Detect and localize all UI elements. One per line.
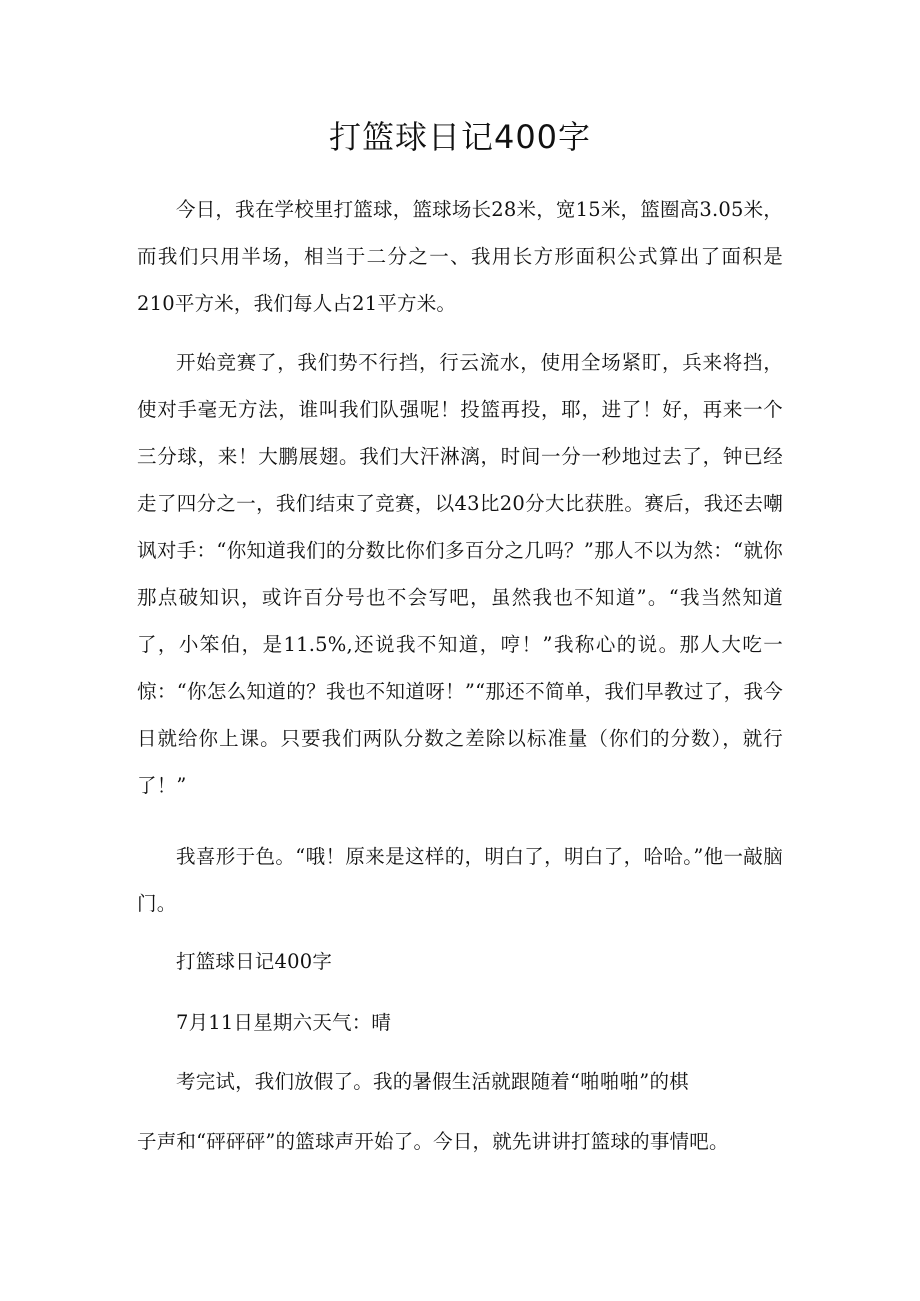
subtitle-block bbox=[137, 938, 783, 985]
paragraph-2-block bbox=[137, 339, 783, 809]
paragraph-6: 考完试，我们放假了。我的暑假生活就跟随着“啪啪啪”的棋 bbox=[176, 1070, 689, 1093]
paragraph-2: 开始竞赛了，我们势不行挡，行云流水，使用全场紧盯，兵来将挡，使对手毫无方法，谁叫我们队强呢！投篮再投，耶，进了！好，再来一个三分球，来！大鹏展翅。我们大汗淋漓，时间一分一秒地过去了，钟已经走了四分之一，我们结束了竞赛，以43比20分大比获胜。赛后，我还去嘲讽对手：“你知道我们的分数比你们多百分之几吗？”那人不以为然：“就你那点破知识，或许百分号也不会写吧，虽然我也不知道”。“我当然知道了，小笨伯，是11.5%,还说我不知道，哼！”我称心的说。那人大吃一惊：“你怎么知道的？我也不知道呀！”“那还不简单，我们早教过了，我今日就给你上课。只要我们两队分数之差除以标准量（你们的分数），就行了！” bbox=[137, 351, 783, 797]
paragraph-1-block bbox=[137, 186, 783, 327]
document-title: 打篮球日记400字 bbox=[328, 118, 592, 156]
date-weather-block bbox=[137, 999, 783, 1046]
paragraph-3: 我喜形于色。“哦！原来是这样的，明白了，明白了，哈哈。”他一敲脑门。 bbox=[137, 845, 783, 915]
paragraph-7-block bbox=[137, 1118, 783, 1165]
paragraph-3-block bbox=[137, 833, 783, 927]
date-weather-line: 7月11日星期六天气：晴 bbox=[176, 1011, 392, 1034]
subtitle-line: 打篮球日记400字 bbox=[176, 950, 333, 973]
paragraph-7: 子声和“砰砰砰”的篮球声开始了。今日，就先讲讲打篮球的事情吧。 bbox=[137, 1130, 729, 1153]
paragraph-1: 今日，我在学校里打篮球，篮球场长28米，宽15米，篮圈高3.05米，而我们只用半场，相当于二分之一、我用长方形面积公式算出了面积是210平方米，我们每人占21平方米。 bbox=[137, 198, 783, 315]
paragraph-6-block bbox=[137, 1058, 783, 1105]
